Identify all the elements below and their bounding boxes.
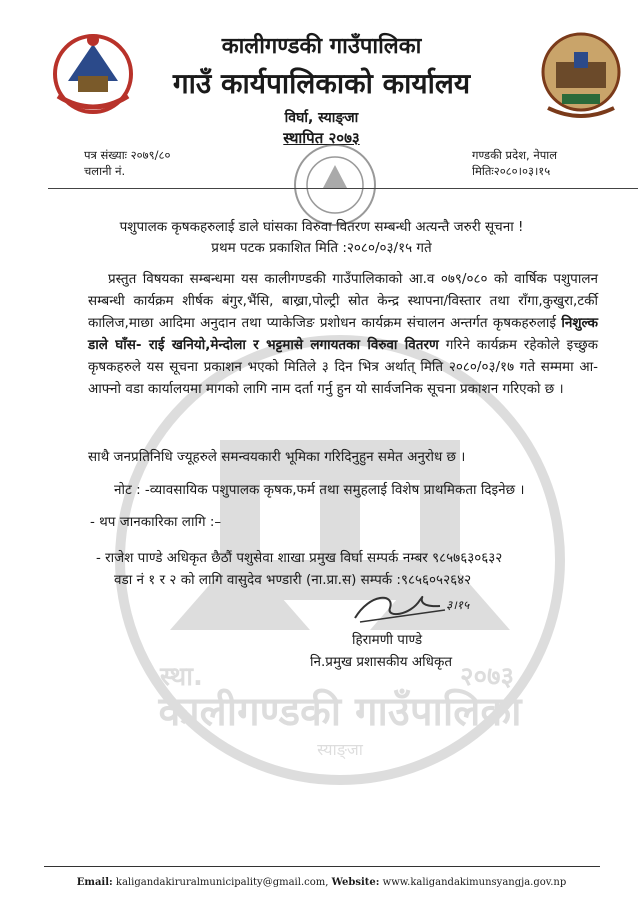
watermark-district: स्याङ्जा (317, 740, 363, 759)
signature-date: ३।१५ (446, 598, 470, 612)
paragraph-main: प्रस्तुत विषयका सम्बन्धमा यस कालीगण्डकी गाउँपालिकाको आ.व ०७९/०८० को वार्षिक पशुपालन सम्बन्धी कार्यक्रम शीर्षक बंगुर,भैंसि, बाख्रा,पोल्ट्री स्रोत केन्द्र स्थापना/विस्तार तथा राँगा,कुखुरा,टर्की कालिज,माछा आदिमा अनुदान तथा प्याकेजिङ प्रशोधन कार्यक्रम संचालन अन्तर्गत कृषकहरुलाई निशुल्क डाले घाँस- राई खनियो,मेन्दोला र भट्टमासे लगायतका विरुवा वितरण गरिने कार्यक्रम रहेकोले इच्छुक कृषकहरुले यस सूचना प्रकाशन भएको मितिले ३ दिन भित्र अर्थात् मिति २०८०/०३/१७ गते सम्ममा आ- आफ्नो वडा कार्यालयमा मागको लागि नाम दर्ता गर्नु हुन यो सार्वजनिक सूचना प्रकाशन गरिएको छ । (88, 271, 599, 397)
info-heading: - थप जानकारिका लागि :– (90, 514, 222, 530)
footer-divider (44, 866, 600, 867)
letter-number: पत्र संख्याः २०७९/८० (84, 148, 171, 162)
email-link[interactable]: kaligandakiruralmunicipality@gmail.com, (115, 877, 329, 888)
notice-title: पशुपालक कृषकहरुलाई डाले घांसका विरुवा वितरण सम्बन्धी अत्यन्तै जरुरी सूचना ! (119, 219, 524, 235)
province-label: गण्डकी प्रदेश, नेपाल (472, 148, 558, 162)
letter-date: मितिः२०८०।०३।१५ (472, 164, 551, 178)
footer-contact (0, 877, 643, 888)
office-name: गाउँ कार्यपालिकाको कार्यालय (172, 67, 471, 100)
office-address: विर्घा, स्याङ्जा (284, 110, 359, 126)
municipality-name: कालीगण्डकी गाउँपालिका (221, 34, 422, 59)
dispatch-number: चलानी नं. (84, 164, 126, 178)
priority-note: नोट : -व्यावसायिक पशुपालक कृषक,फर्म तथा समुहलाई विशेष प्राथमिकता दिइनेछ । (114, 482, 525, 498)
contact-officer: - राजेश पाण्डे अधिकृत छैठौं पशुसेवा शाखा प्रमुख विर्घा सम्पर्क नम्बर ९८५७६३०६३२ (96, 550, 503, 566)
watermark-text: कालीगण्डकी गाउँपालिका (158, 689, 522, 735)
signatory-name: हिरामणी पाण्डे (352, 632, 423, 648)
signatory-title: नि.प्रमुख प्रशासकीय अधिकृत (310, 654, 453, 670)
watermark-left-word: स्था. (160, 662, 203, 692)
contact-ward: वडा नं १ र २ को लागि वासुदेव भण्डारी (ना.प्रा.स) सम्पर्क :९८५६०५२६४२ (114, 572, 472, 588)
header-divider (48, 188, 638, 189)
notice-body (88, 268, 598, 400)
email-label: Email: (76, 877, 113, 888)
website-label: Website: (331, 877, 380, 888)
coordination-request: साथै जनप्रतिनिधि ज्यूहरुले समन्वयकारी भूमिका गरिदिनुहुन समेत अनुरोध छ । (88, 449, 466, 465)
website-link[interactable]: www.kaligandakimunsyangja.gov.np (382, 877, 567, 888)
publication-date: प्रथम पटक प्रकाशित मिति :२०८०/०३/१५ गते (211, 240, 432, 256)
watermark-year: २०७३ (460, 662, 515, 692)
free-seedling-highlight: निशुल्क डाले घाँस- राई खनियो,मेन्दोला र भट्टमासे लगायतका विरुवा वितरण (88, 315, 598, 353)
established-year: स्थापित २०७३ (283, 129, 360, 147)
